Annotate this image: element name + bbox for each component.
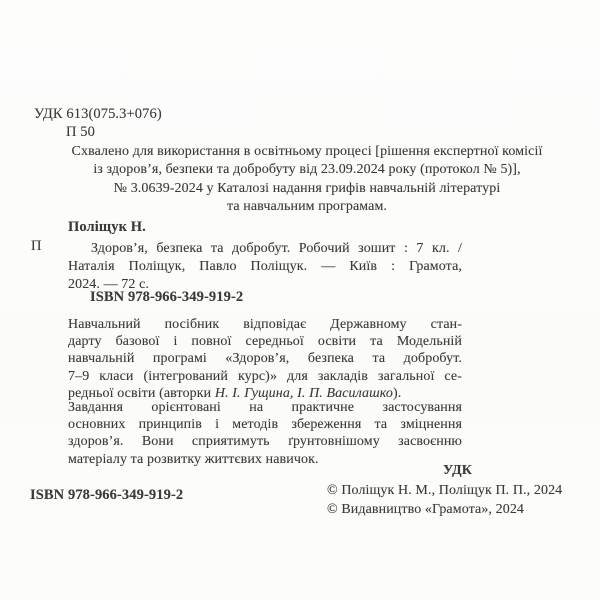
- catalog-author-heading: Поліщук Н.: [68, 219, 146, 235]
- catalog-card-description: [68, 240, 462, 294]
- annotation-authors-post: ).: [393, 385, 402, 401]
- catalog-title-line: Здоров’я, безпека та добробут. Робочий зошит : 7 кл. /: [91, 241, 462, 256]
- catalog-margin-letter: П: [31, 238, 42, 254]
- copyright-block: [327, 481, 562, 519]
- annotation-program-authors: Н. І. Гущина, І. П. Василашко: [214, 385, 394, 401]
- author-sign-code: П 50: [66, 124, 95, 140]
- annotation-paragraph-2: Завдання орієнтовані на практичне застосування основних принципів і методів збереження та зміцнення здоров’я. Вони сприятимуть ґрунтовнішому засвоєнню матеріалу та розвитку життєвих навичок.: [68, 400, 462, 467]
- udc-footer-label: УДК: [443, 463, 472, 478]
- copyright-authors: © Поліщук Н. М., Поліщук П. П., 2024: [327, 483, 563, 498]
- catalog-isbn: ISBN 978-966-349-919-2: [90, 289, 244, 305]
- copyright-publisher: © Видавництво «Грамота», 2024: [327, 502, 525, 517]
- annotation-paragraph-1-lines: Навчальний посібник відповідає Державному стан- дарту базової і повної середньої освіти та Модельній навчальній програмі «Здоров’я, безпека та добробут. 7–9 класи (інтегрований курс)» для закладів загальної се-: [68, 317, 462, 384]
- udc-classification: УДК 613(075.3+076): [34, 106, 162, 122]
- catalog-year-line: 2024. — 72 с.: [68, 277, 150, 292]
- annotation-authors-pre: редньої освіти (авторки: [68, 385, 215, 401]
- footer-isbn: ISBN 978-966-349-919-2: [30, 487, 184, 503]
- annotation-paragraph-1: [68, 316, 462, 402]
- catalog-authors-line: Наталія Поліщук, Павло Поліщук. — Київ : Грамота,: [68, 259, 462, 274]
- approval-note: Схвалено для використання в освітньому процесі [рішення експертної комісії із здоров’я, безпеки та добробуту від 23.09.2024 року (протокол № 5)], № 3.0639-2024 у Каталозі надання грифів навчальній літературі та навчальним програмам.: [71, 144, 543, 215]
